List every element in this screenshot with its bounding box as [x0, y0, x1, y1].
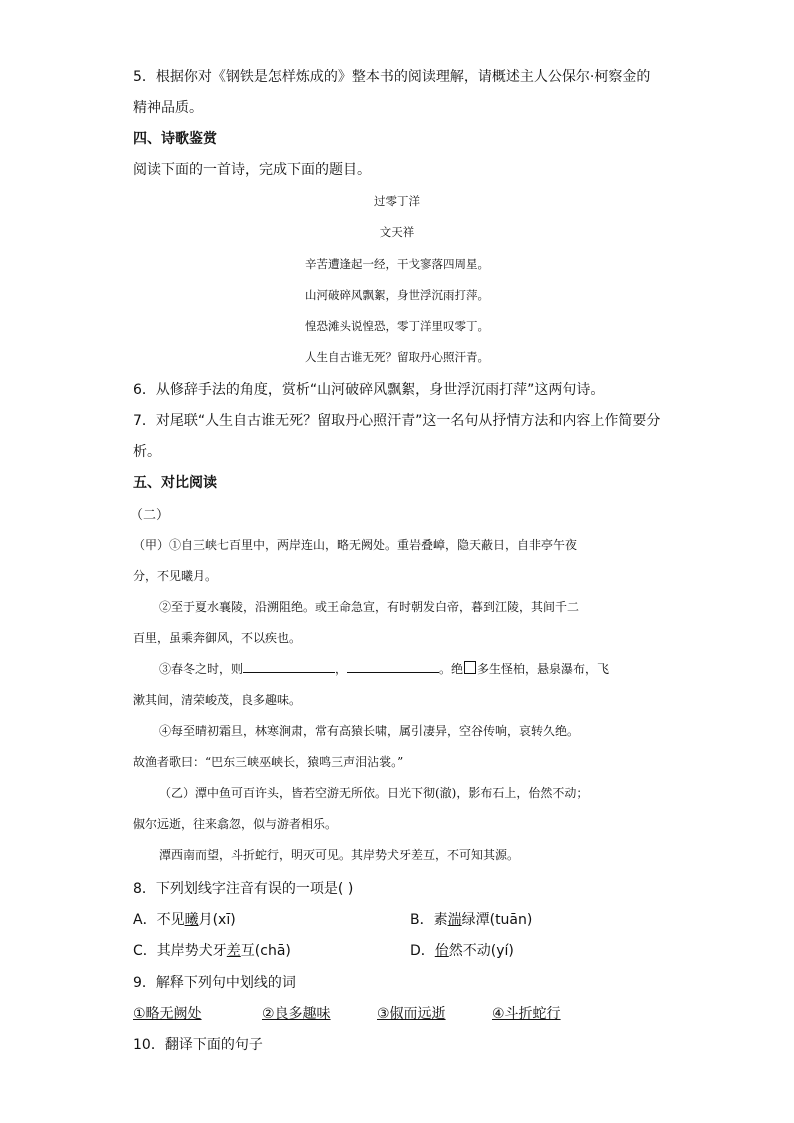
passage-p2-line-2: 百里，虽乘奔御风，不以疾也。	[133, 631, 302, 645]
option-d-prefix: D．	[410, 943, 435, 959]
question-9-item-1: ①略无阙处	[133, 1006, 202, 1022]
option-c[interactable]	[133, 940, 291, 960]
option-d[interactable]	[410, 940, 514, 960]
option-d-underlined: 佁	[434, 943, 449, 959]
passage-p4-line-1: ④每至晴初霜旦，林寒涧肃，常有高猿长啸，属引凄异，空谷传响，哀转久绝。	[159, 724, 580, 738]
section-5-heading: 五、对比阅读	[133, 475, 217, 491]
fill-blank-2[interactable]	[347, 660, 439, 673]
passage-p3-text-1: ③春冬之时，则	[159, 662, 244, 676]
poem-line-4: 人生自古谁无死？留取丹心照汗青。	[305, 350, 489, 364]
question-9-item-2: ②良多趣味	[262, 1006, 331, 1022]
passage-p3-text-2: ，	[335, 662, 348, 676]
question-6: 6．从修辞手法的角度，赏析“山河破碎风飘絮，身世浮沉雨打萍”这两句诗。	[133, 382, 605, 398]
option-a-suffix: 月(xī)	[198, 912, 236, 928]
missing-character-box	[464, 661, 476, 674]
fill-blank-1[interactable]	[243, 660, 335, 673]
question-5-line-2: 精神品质。	[133, 100, 203, 116]
option-a[interactable]	[133, 909, 236, 929]
poem-author: 文天祥	[379, 225, 415, 239]
passage-p3-text-4: 多生怪柏，悬泉瀑布，飞	[477, 662, 610, 676]
question-9-item-3: ③俶而远逝	[377, 1006, 446, 1022]
question-8-stem: 8．下列划线字注音有误的一项是( )	[133, 881, 354, 897]
poem-line-3: 惶恐滩头说惶恐，零丁洋里叹零丁。	[305, 319, 489, 333]
poem-title: 过零丁洋	[374, 194, 420, 208]
passage-p6-line: 潭西南而望，斗折蛇行，明灭可见。其岸势犬牙差互，不可知其源。	[159, 848, 520, 862]
option-b-underlined: 湍	[447, 912, 462, 928]
passage-p3-text-3: 。绝	[439, 662, 464, 676]
option-b-prefix: B．素	[410, 912, 448, 928]
passage-p3-line-1	[159, 660, 609, 677]
option-b[interactable]	[410, 909, 532, 929]
passage-p3-line-2: 漱其间，清荣峻茂，良多趣味。	[133, 693, 302, 707]
section-4-heading: 四、诗歌鉴赏	[133, 131, 217, 147]
option-a-prefix: A．不见	[133, 912, 185, 928]
question-9-item-4: ④斗折蛇行	[492, 1006, 561, 1022]
passage-p5-line-2: 俶尔远逝，往来翕忽，似与游者相乐。	[133, 817, 338, 831]
poem-line-2: 山河破碎风飘絮，身世浮沉雨打萍。	[305, 288, 489, 302]
passage-p1-line-2: 分，不见曦月。	[133, 569, 218, 583]
passage-p5-line-1: （乙）潭中鱼可百许头，皆若空游无所依。日光下彻(澈)，影布石上，佁然不动；	[159, 786, 589, 800]
question-5-line-1: 5．根据你对《钢铁是怎样炼成的》整本书的阅读理解，请概述主人公保尔·柯察金的	[133, 69, 651, 85]
section-4-intro: 阅读下面的一首诗，完成下面的题目。	[133, 162, 371, 178]
section-5-sub: （二）	[130, 508, 170, 523]
passage-p2-line-1: ②至于夏水襄陵，沿溯阻绝。或王命急宣，有时朝发白帝，暮到江陵，其间千二	[159, 600, 580, 614]
question-7-line-1: 7．对尾联“人生自古谁无死？留取丹心照汗青”这一名句从抒情方法和内容上作简要分	[133, 413, 661, 429]
question-10-stem: 10．翻译下面的句子	[133, 1037, 263, 1053]
question-7-line-2: 析。	[133, 444, 161, 460]
option-a-underlined: 曦	[184, 912, 199, 928]
poem-line-1: 辛苦遭逢起一经，干戈寥落四周星。	[305, 257, 489, 271]
option-c-underlined: 差	[226, 943, 241, 959]
option-d-suffix: 然不动(yí)	[448, 943, 514, 959]
question-9-stem: 9．解释下列句中划线的词	[133, 975, 296, 991]
option-c-prefix: C．其岸势犬牙	[133, 943, 227, 959]
passage-p4-line-2: 故渔者歌曰：“巴东三峡巫峡长，猿鸣三声泪沾裳。”	[133, 755, 404, 769]
option-c-suffix: 互(chā)	[240, 943, 291, 959]
option-b-suffix: 绿潭(tuān)	[461, 912, 533, 928]
passage-p1-line-1: （甲）①自三峡七百里中，两岸连山，略无阙处。重岩叠嶂，隐天蔽日，自非亭午夜	[133, 538, 578, 552]
